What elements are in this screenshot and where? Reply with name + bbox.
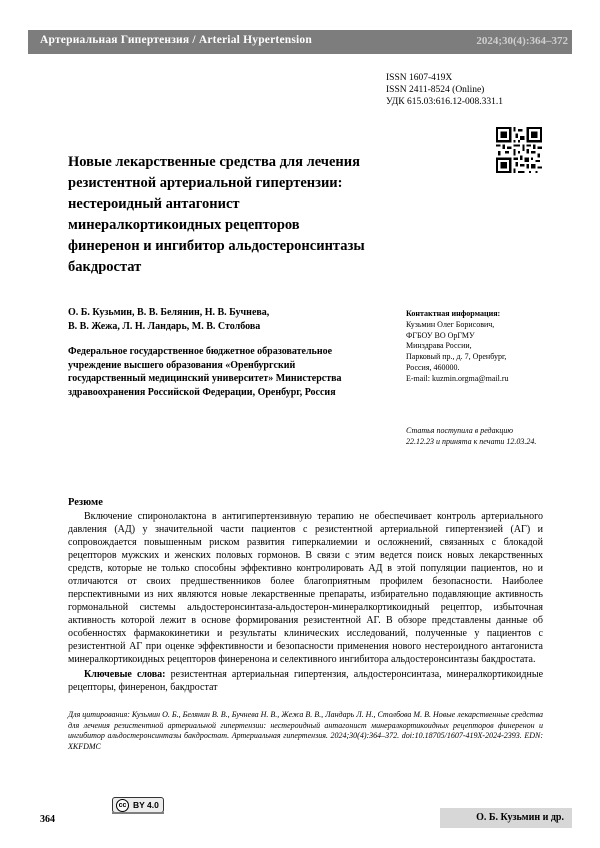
footer-authors: О. Б. Кузьмин и др.: [476, 812, 564, 823]
issn-online: ISSN 2411-8524 (Online): [386, 85, 485, 95]
issn-print: ISSN 1607-419X: [386, 73, 453, 83]
contact-org-1: ФГБОУ ВО ОрГМУ: [406, 330, 475, 340]
qr-code-icon: [496, 127, 542, 173]
license-badge-underline: [112, 812, 164, 814]
article-title: Новые лекарственные средства для лечения резистентной артериальной гипертензии: нестероидный антагонист минералкортикоидных рецепторов финеренон и ингибитор альдостеронсинтазы бакдростат: [68, 154, 365, 275]
authors-line-2: В. В. Жежа, Л. Н. Ландарь, М. В. Столбова: [68, 321, 261, 332]
keywords-label: Ключевые слова:: [84, 669, 166, 680]
page-number: 364: [40, 814, 55, 825]
contact-label: Контактная информация:: [406, 309, 501, 318]
contact-name: Кузьмин Олег Борисович,: [406, 319, 495, 329]
citation: Для цитирования: Кузьмин О. Б., Белянин В. В., Бучнева Н. В., Жежа В. В., Ландарь Л. Н., Столбова М. В. Новые лекарственные средства для лечения резистентной артериальной гипертензии: нестероидный антагонист минералкортикоидных рецепторов финеренон и ингибитор альдостеронсинтазы бакдростат. Артериальная гипертензия. 2024;30(4):364–372. doi:10.18705/1607-419X-2024-2393. EDN: XKFDMC: [68, 710, 543, 751]
author-list: [68, 306, 368, 334]
received-line-2: 22.12.23 и принята к печати 12.03.24.: [406, 437, 537, 446]
contact-org-2: Минздрава России,: [406, 341, 472, 351]
abstract-text: Включение спиронолактона в антигипертензивную терапию не обеспечивает контроль артериального давления (АД) у значительной части пациентов с резистентной артериальной гипертензией (АГ) и сопровождается повышенным риском развития гиперкалиемии и осложнений, связанных с блокадой рецепторов мужских и женских половых гормонов. В связи с этим ведется поиск новых лекарственных средств, которые не только способны эффективно контролировать АД в этой популяции пациентов, но и отличаются от своих предшественников более благоприятным профилем безопасности. Наиболее перспективными из них являются новые лекарственные препараты, избирательно подавляющие активность гормональной системы альдостеронсинтаза-альдостерон-минералкортикоидный рецептор, избыточная активность которой лежит в основе формирования резистентной АГ. В обзоре представлены данные об особенностях фармакокинетики и результаты клинических исследований, полученные у пациентов с резистентной АГ при оценке эффективности и безопасности применения нового нестероидного антагониста минералкортикоидных рецепторов финеренона и селективного ингибитора альдостеронсинтазы бакдростата.: [68, 511, 543, 665]
volume-reference: 2024;30(4):364–372: [476, 35, 568, 47]
contact-information: [406, 309, 576, 385]
contact-email: E-mail: kuzmin.orgma@mail.ru: [406, 373, 509, 383]
authors-line-1: О. Б. Кузьмин, В. В. Белянин, Н. В. Бучнева,: [68, 307, 270, 318]
article-meta: [386, 72, 503, 108]
author-affiliation: Федеральное государственное бюджетное образовательное учреждение высшего образования «Оренбургский государственный медицинский университет» Министерства здравоохранения Российской Федерации, Оренбург, Россия: [68, 346, 342, 398]
abstract-heading: Резюме: [68, 497, 103, 508]
cc-license-badge: [112, 797, 164, 813]
journal-name: Артериальная Гипертензия / Arterial Hypertension: [40, 34, 312, 46]
creative-commons-icon: cc: [116, 799, 129, 812]
received-dates: [406, 425, 576, 447]
keywords: [68, 668, 543, 694]
contact-address-1: Парковый пр., д. 7, Оренбург,: [406, 352, 507, 362]
contact-address-2: Россия, 460000.: [406, 362, 460, 372]
license-label: BY 4.0: [133, 800, 159, 810]
keywords-list: резистентная артериальная гипертензия, альдостеронсинтаза, минералкортикоидные рецепторы, финеренон, бакдростат: [68, 669, 544, 693]
received-line-1: Статья поступила в редакцию: [406, 426, 513, 435]
udk-code: УДК 615.03:616.12-008.331.1: [386, 97, 504, 107]
